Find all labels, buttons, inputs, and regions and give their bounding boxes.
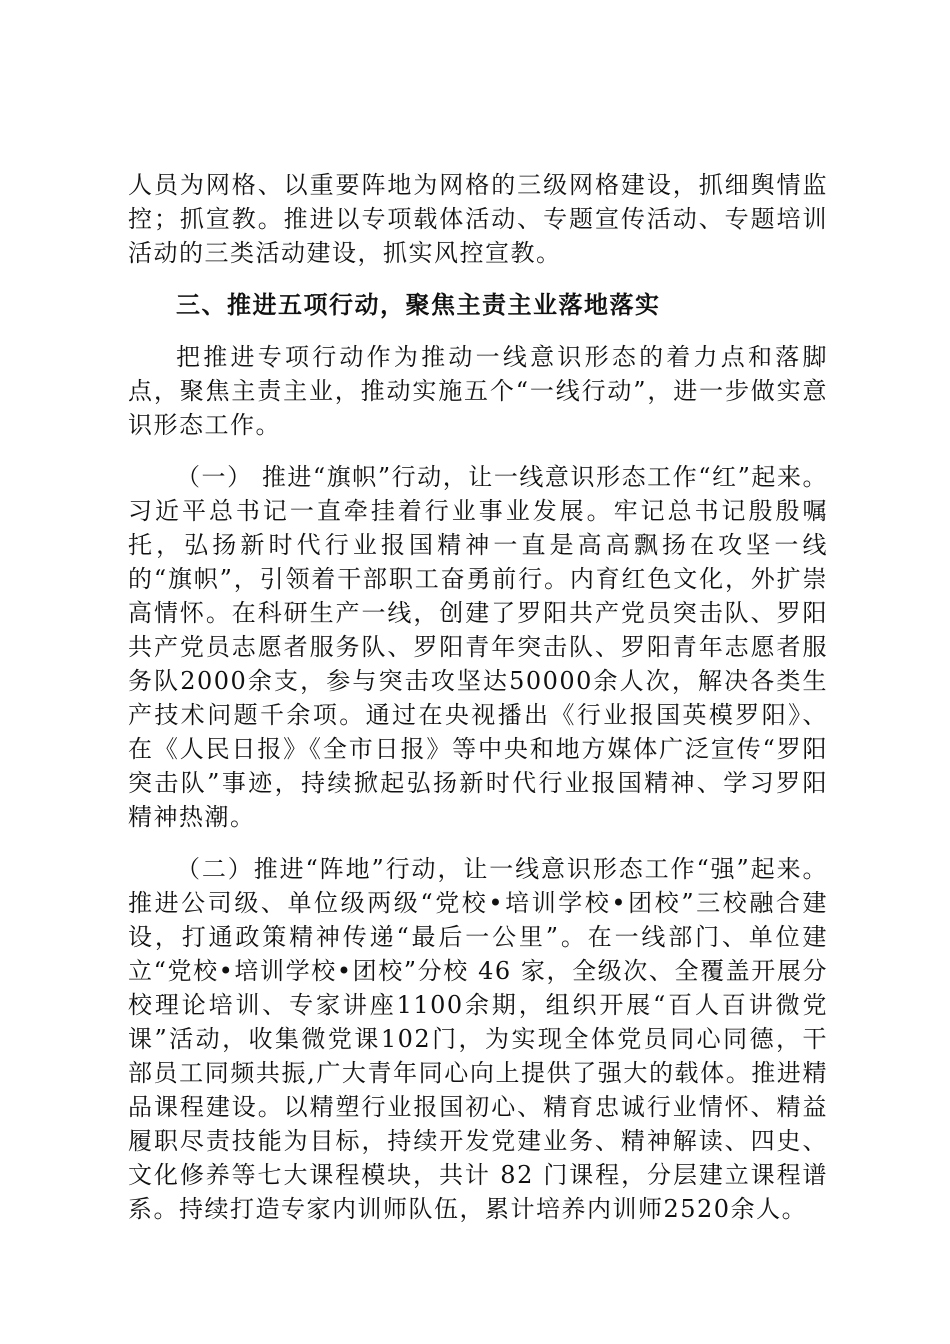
section-heading: 三、推进五项行动，聚焦主责主业落地落实 xyxy=(176,291,661,319)
document-body xyxy=(128,168,828,1226)
paragraph-spacer xyxy=(128,834,828,852)
paragraph-section-intro: 把推进专项行动作为推动一线意识形态的着力点和落脚点，聚焦主责主业，推动实施五个“一线行动”，进一步做实意识形态工作。 xyxy=(128,343,828,439)
paragraph-action-2: （二）推进“阵地”行动，让一线意识形态工作“强”起来。推进公司级、单位级两级“党校•培训学校•团校”三校融合建设，打通政策精神传递“最后一公里”。在一线部门、单位建立“党校•培训学校•团校”分校 46 家，全级次、全覆盖开展分校理论培训、专家讲座1100余期，组织开展“百人百讲微党课”活动，收集微党课102门，为实现全体党员同心同德，干部员工同频共振,广大青年同心向上提供了强大的载体。推进精品课程建设。以精塑行业报国初心、精育忠诚行业情怀、精益履职尽责技能为目标，持续开发党建业务、精神解读、四史、文化修养等七大课程模块，共计 82 门课程，分层建立课程谱系。持续打造专家内训师队伍，累计培养内训师2520余人。 xyxy=(128,855,828,1223)
paragraph-spacer xyxy=(128,442,828,460)
paragraph-intro-tail: 人员为网格、以重要阵地为网格的三级网格建设，抓细舆情监控；抓宣教。推进以专项载体活动、专题宣传活动、专题培训活动的三类活动建设，抓实风控宣教。 xyxy=(128,171,828,267)
paragraph-spacer xyxy=(128,270,828,288)
paragraph-spacer xyxy=(128,322,828,340)
paragraph-action-1: （一） 推进“旗帜”行动，让一线意识形态工作“红”起来。习近平总书记一直牵挂着行业事业发展。牢记总书记殷殷嘱托，弘扬新时代行业报国精神一直是高高飘扬在攻坚一线的“旗帜”，引领着干部职工奋勇前行。内育红色文化，外扩崇高情怀。在科研生产一线，创建了罗阳共产党员突击队、罗阳共产党员志愿者服务队、罗阳青年突击队、罗阳青年志愿者服务队2000余支，参与突击攻坚达50000余人次，解决各类生产技术问题千余项。通过在央视播出《行业报国英模罗阳》、在《人民日报》《全市日报》等中央和地方媒体广泛宣传“罗阳突击队”事迹，持续掀起弘扬新时代行业报国精神、学习罗阳精神热潮。 xyxy=(128,463,828,831)
